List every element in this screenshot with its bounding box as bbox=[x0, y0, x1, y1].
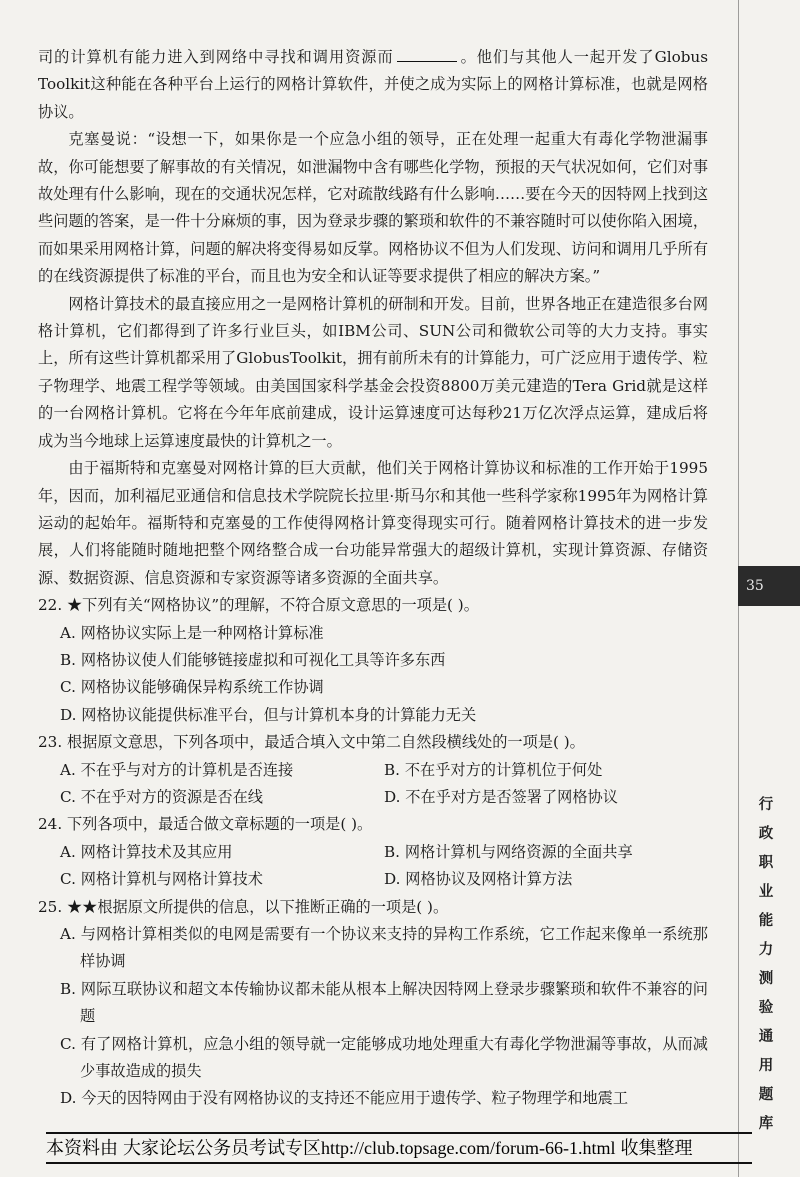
option-d: D. 今天的因特网由于没有网格协议的支持还不能应用于遗传学、粒子物理学和地震工 bbox=[60, 1089, 629, 1108]
option-a: A. 与网格计算相类似的电网是需要有一个协议来支持的异构工作系统，它工作起来像单一系统那样协调 bbox=[60, 925, 708, 971]
option-d: D. 网格协议能提供标准平台，但与计算机本身的计算能力无关 bbox=[60, 705, 477, 724]
option-row bbox=[38, 839, 708, 866]
option-d: D. 网格协议及网格计算方法 bbox=[384, 870, 573, 889]
option-b: B. 不在乎对方的计算机位于何处 bbox=[384, 760, 603, 779]
paragraph-4: 由于福斯特和克塞曼对网格计算的巨大贡献，他们关于网格计算协议和标准的工作开始于1995年，因而，加利福尼亚通信和信息技术学院院长拉里·斯马尔和其他一些科学家称1995年为网格计算运动的起始年。福斯特和克塞曼的工作使得网格计算变得现实可行。随着网格计算技术的进一步发展，人们将能随时随地把整个网络整合成一台功能异常强大的超级计算机，实现计算资源、存储资源、数据资源、信息资源和专家资源等诸多资源的全面共享。 bbox=[38, 459, 708, 587]
question-stem: 24. 下列各项中，最适合做文章标题的一项是( )。 bbox=[38, 815, 373, 834]
question-24 bbox=[38, 811, 708, 893]
option-a: A. 不在乎与对方的计算机是否连接 bbox=[60, 760, 294, 779]
question-23 bbox=[38, 729, 708, 811]
option-a: A. 网格协议实际上是一种网格计算标准 bbox=[60, 623, 324, 642]
option-row bbox=[38, 757, 708, 784]
fill-in-blank bbox=[397, 47, 457, 62]
option-c: C. 不在乎对方的资源是否在线 bbox=[60, 787, 263, 806]
paragraph-2: 克塞曼说：“设想一下，如果你是一个应急小组的领导，正在处理一起重大有毒化学物泄漏事故，你可能想要了解事故的有关情况，如泄漏物中含有哪些化学物，预报的天气状况如何，它们对事故处理有什么影响，现在的交通状况怎样，它对疏散线路有什么影响……要在今天的因特网上找到这些问题的答案，是一件十分麻烦的事，因为登录步骤的繁琐和软件的不兼容随时可以使你陷入困境，而如果采用网格计算，问题的解决将变得易如反掌。网格协议不但为人们发现、访问和调用几乎所有的在线资源提供了标准的平台，而且也为安全和认证等要求提供了相应的解决方案。” bbox=[38, 130, 708, 286]
footer-link[interactable]: http://club.topsage.com/forum-66-1.html bbox=[321, 1138, 616, 1158]
paragraph-3: 网格计算技术的最直接应用之一是网格计算机的研制和开发。目前，世界各地正在建造很多台网格计算机，它们都得到了许多行业巨头，如IBM公司、SUN公司和微软公司等的大力支持。事实上，所有这些计算机都采用了GlobusToolkit，拥有前所未有的计算能力，可广泛应用于遗传学、粒子物理学、地震工程学等领域。由美国国家科学基金会投资8800万美元建造的Tera Grid就是这样的一台网格计算机。它将在今年年底前建成，设计运算速度可达每秒21万亿次浮点运算，建成后将成为当今地球上运算速度最快的计算机之一。 bbox=[38, 294, 708, 450]
option-d: D. 不在乎对方是否签署了网格协议 bbox=[384, 787, 618, 806]
option-c: C. 有了网格计算机，应急小组的领导就一定能够成功地处理重大有毒化学物泄漏等事故，从而减少事故造成的损失 bbox=[60, 1034, 708, 1081]
option-row bbox=[38, 866, 708, 893]
option-c: C. 网格计算机与网格计算技术 bbox=[60, 870, 263, 889]
question-22 bbox=[38, 592, 708, 729]
option-b: B. 网际互联协议和超文本传输协议都未能从根本上解决因特网上登录步骤繁琐和软件不兼容的问题 bbox=[60, 979, 708, 1026]
question-25 bbox=[38, 894, 708, 1113]
page-number: 35 bbox=[746, 578, 764, 594]
option-b: B. 网格协议使人们能够链接虚拟和可视化工具等许多东西 bbox=[60, 650, 446, 669]
option-b: B. 网格计算机与网络资源的全面共享 bbox=[384, 842, 633, 861]
article-body bbox=[38, 44, 708, 1113]
option-row bbox=[38, 784, 708, 811]
footer-suffix: 收集整理 bbox=[615, 1138, 693, 1158]
footer-prefix: 本资料由 大家论坛公务员考试专区 bbox=[46, 1138, 321, 1158]
question-stem: 25. ★★根据原文所提供的信息，以下推断正确的一项是( )。 bbox=[38, 897, 449, 916]
page-number-tab bbox=[738, 566, 800, 606]
question-stem: 22. ★下列有关“网格协议”的理解，不符合原文意思的一项是( )。 bbox=[38, 596, 479, 615]
option-c: C. 网格协议能够确保异构系统工作协调 bbox=[60, 678, 324, 697]
option-a: A. 网格计算技术及其应用 bbox=[60, 842, 233, 861]
paragraph-1: 司的计算机有能力进入到网络中寻找和调用资源而 。他们与其他人一起开发了Globus Toolkit这种能在各种平台上运行的网格计算软件，并使之成为实际上的网格计算标准，也就是网格协议。 bbox=[38, 48, 709, 121]
question-stem: 23. 根据原文意思，下列各项中，最适合填入文中第二自然段横线处的一项是( )。 bbox=[38, 733, 585, 752]
footer-banner bbox=[46, 1132, 752, 1164]
vertical-book-title: 行 政 职 业 能 力 测 验 通 用 题 库 bbox=[758, 796, 774, 1132]
